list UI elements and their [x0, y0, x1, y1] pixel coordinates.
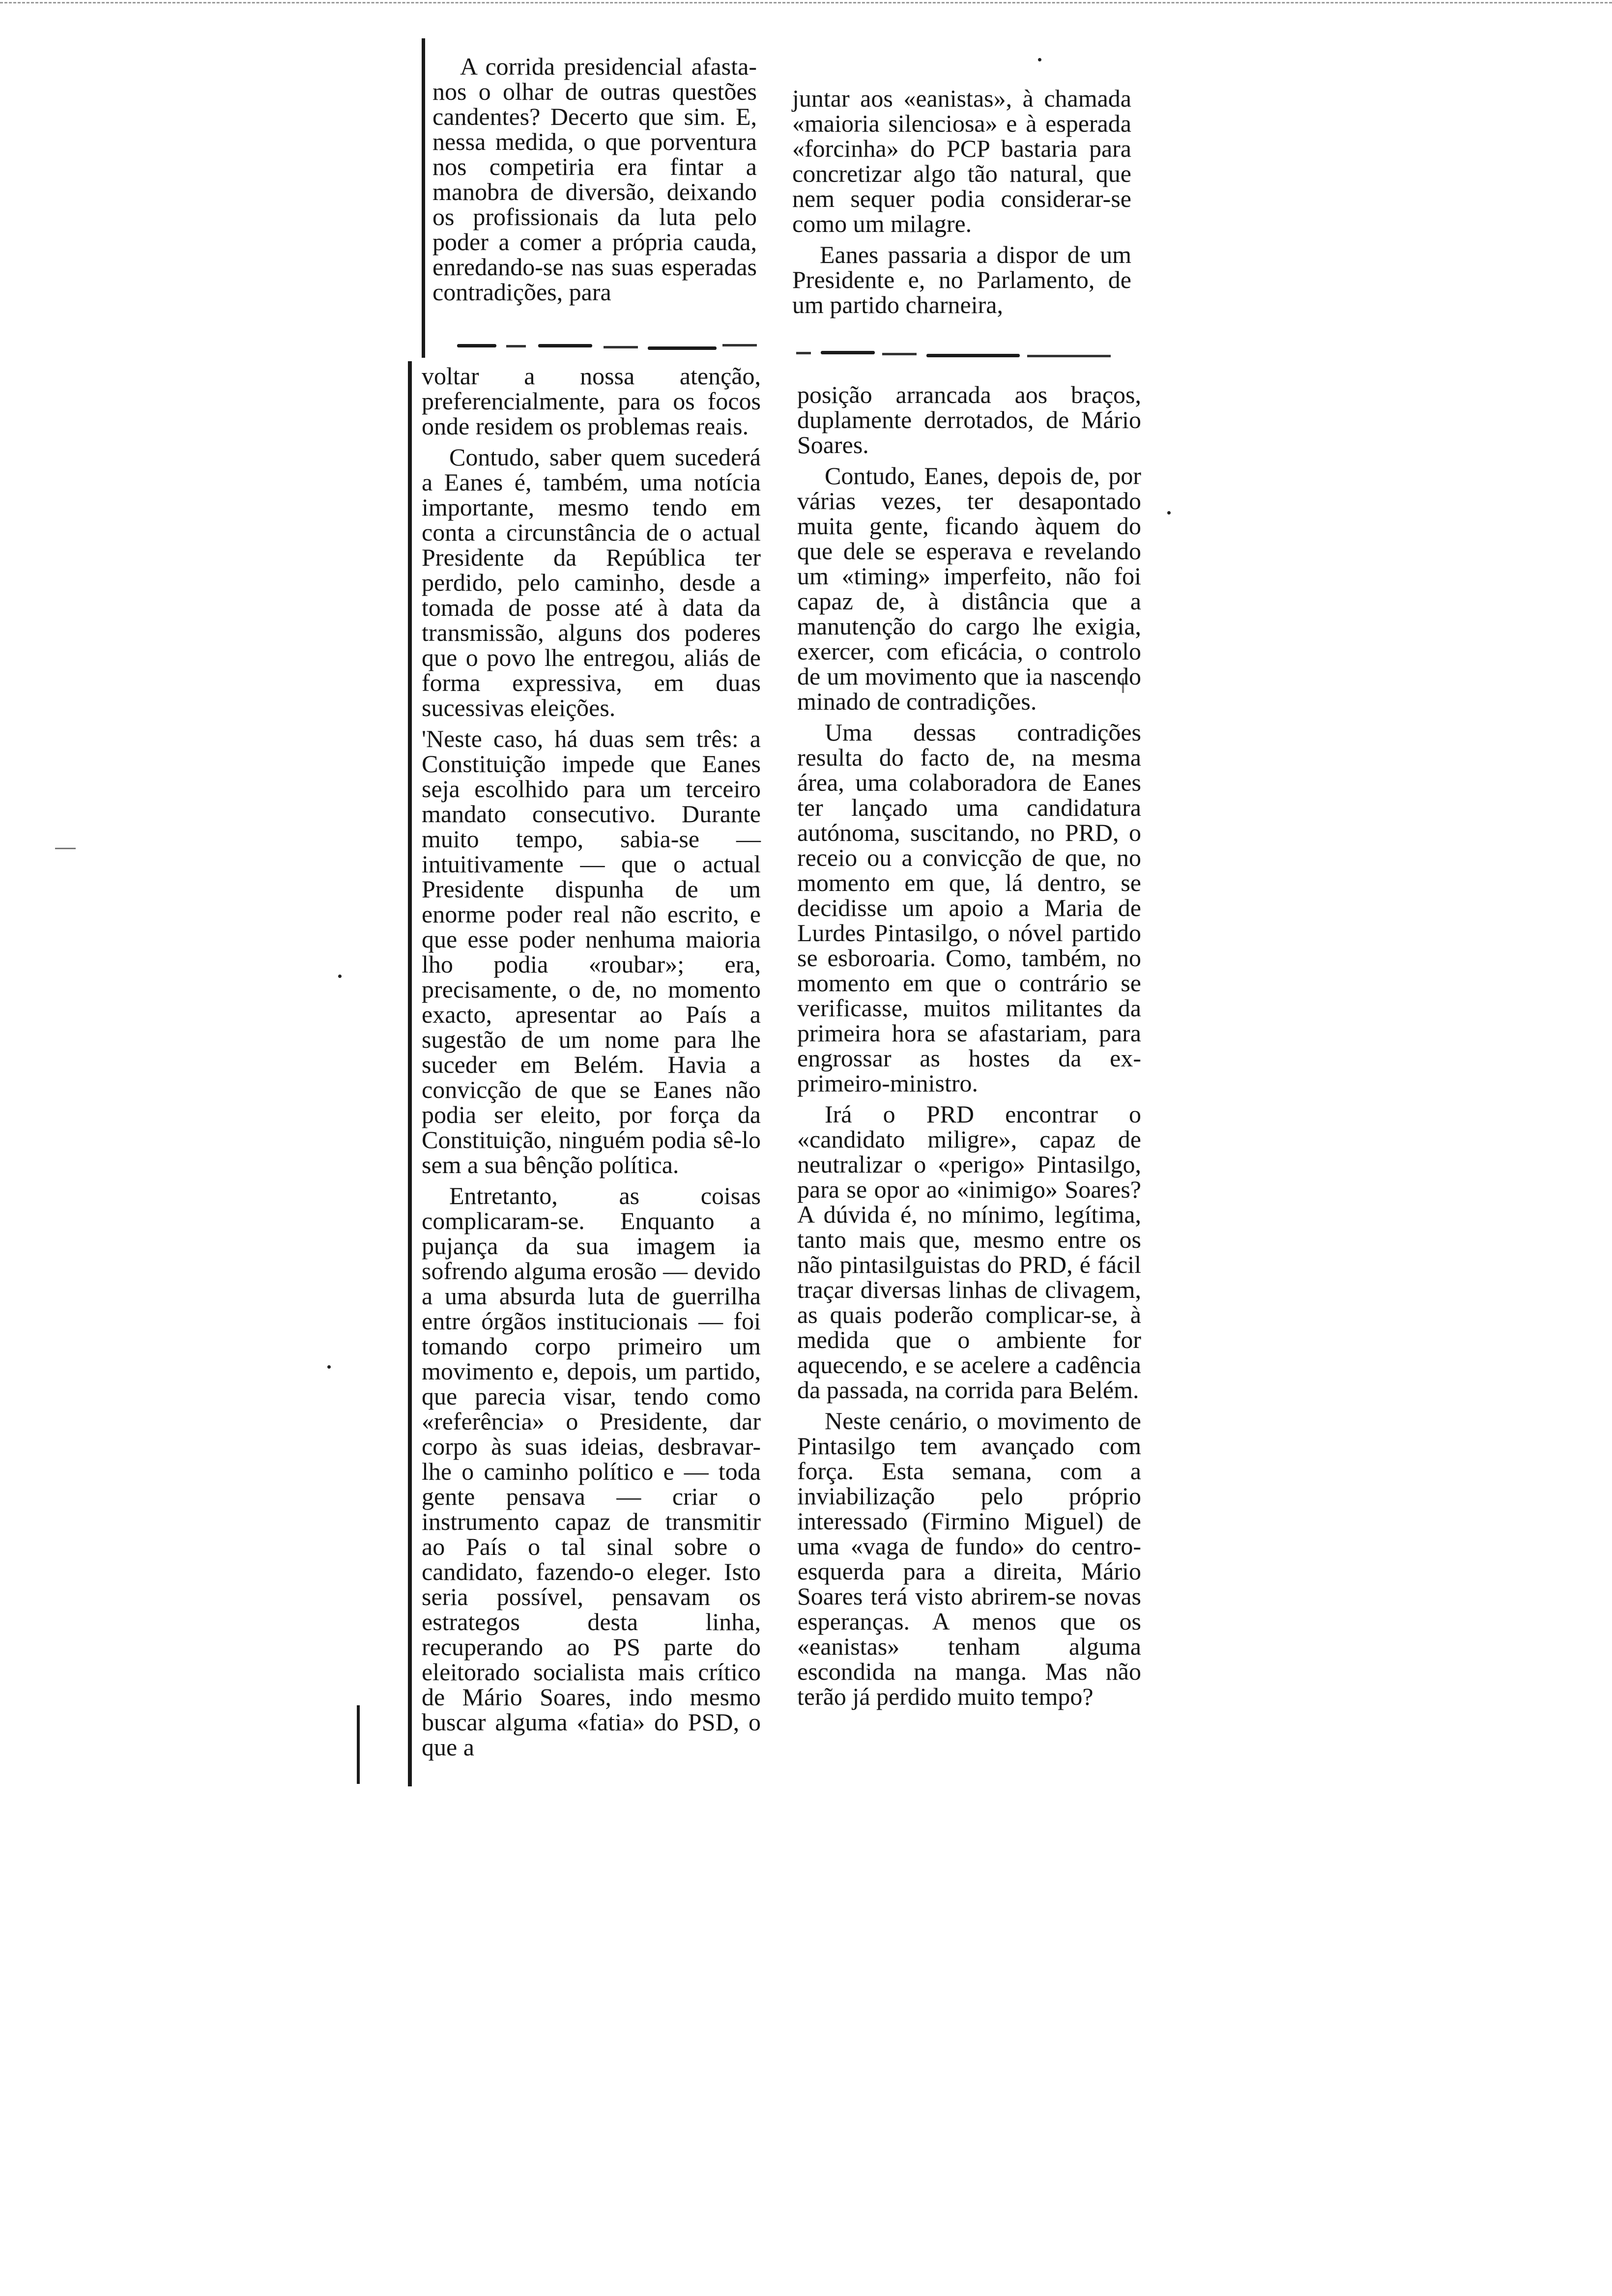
- speck-4: [327, 1365, 331, 1369]
- separator-left-a: [457, 344, 496, 347]
- left-margin-rule-bottom: [408, 361, 412, 1786]
- left-margin-rule-top: [422, 38, 425, 358]
- separator-right-e: [1027, 355, 1111, 357]
- speck-1: [1038, 58, 1041, 61]
- margin-tick: [55, 848, 76, 849]
- article-block-top-left: [432, 54, 757, 311]
- speck-3: [338, 975, 342, 978]
- paragraph: voltar a nossa atenção, preferencialmente, para os focos onde residem os problemas reais.: [422, 362, 761, 440]
- separator-left-b: [506, 345, 526, 347]
- separator-left-f: [722, 344, 757, 346]
- paragraph: Contudo, Eanes, depois de, por várias vezes, ter desapontado muita gente, ficando àquem do que dele se esperava e revelando um «timing» imperfeito, não foi capaz de, à distância que a manutenção do cargo lhe exigia, exercer, com eficácia, o controlo de um movimento que ia nascendo minado de contradições.: [797, 462, 1141, 715]
- separator-left-c: [538, 344, 592, 347]
- paragraph: Irá o PRD encontrar o «candidato miligre», capaz de neutralizar o «perigo» Pintasilgo, para se opor ao «inimigo» Soares? A dúvida é, no mínimo, legítima, tanto mais que, mesmo entre os não pintasilguistas do PRD, é fácil traçar diversas linhas de clivagem, as quais poderão complicar-se, à medida que o ambiente for aquecendo, e se acelere a cadência da passada, na corrida para Belém.: [797, 1100, 1141, 1404]
- left-margin-rule-foot: [357, 1705, 360, 1784]
- paragraph: Eanes passaria a dispor de um Presidente e, no Parlamento, de um partido charneira,: [792, 241, 1131, 318]
- article-block-top-right: [792, 86, 1131, 323]
- paragraph: Entretanto, as coisas complicaram-se. Enquanto a pujança da sua imagem ia sofrendo alguma erosão — devido a uma absurda luta de guerrilha entre órgãos institucionais — foi tomando corpo primeiro um movimento e, depois, um partido, que parecia visar, tendo como «referência» o Presidente, dar corpo às suas ideias, desbravar-lhe o caminho político e — toda gente pensava — criar o instrumento capaz de transmitir ao País o tal sinal sobre o candidato, fazendo-o eleger. Isto seria possível, pensavam os estrategos desta linha, recuperando ao PS parte do eleitorado socialista mais crítico de Mário Soares, indo mesmo buscar alguma «fatia» do PSD, o que a: [422, 1182, 761, 1761]
- paragraph: Uma dessas contradições resulta do facto de, na mesma área, uma colaboradora de Eanes ter lançado uma candidatura autónoma, suscitando, no PRD, o receio ou a convicção de que, no momento em que, lá dentro, se decidisse um apoio a Maria de Lurdes Pintasilgo, o nóvel partido se esboroaria. Como, também, no momento em que o contrário se verificasse, muitos militantes da primeira hora se afastariam, para engrossar as hostes da ex-primeiro-ministro.: [797, 718, 1141, 1097]
- paragraph: Neste cenário, o movimento de Pintasilgo tem avançado com força. Esta semana, com a inviabilização pelo próprio interessado (Firmino Miguel) de uma «vaga de fundo» do centro-esquerda para a direita, Mário Soares terá visto abrirem-se novas esperanças. A menos que os «eanistas» tenham alguma escondida na manga. Mas não terão já perdido muito tempo?: [797, 1407, 1141, 1710]
- paragraph: A corrida presidencial afasta-nos o olhar de outras questões candentes? Decerto que sim. E, nessa medida, o que porventura nos competiria era fintar a manobra de diversão, deixando os profissionais da luta pelo poder a comer a própria cauda, enredando-se nas suas esperadas contradições, para: [432, 53, 757, 306]
- article-block-bottom-left: [422, 364, 761, 1766]
- article-block-bottom-right: [797, 382, 1141, 1715]
- speck-2: [1167, 511, 1171, 515]
- separator-left-e: [648, 346, 717, 350]
- separator-right-b: [821, 351, 875, 354]
- paragraph: Contudo, saber quem sucederá a Eanes é, também, uma notícia importante, mesmo tendo em conta a circunstância de o actual Presidente da República ter perdido, pelo caminho, desde a tomada de posse até à data da transmissão, alguns dos poderes que o povo lhe entregou, aliás de forma expressiva, em duas sucessivas eleições.: [422, 443, 761, 721]
- separator-right-a: [796, 352, 811, 354]
- separator-left-d: [604, 346, 638, 348]
- paragraph: 'Neste caso, há duas sem três: a Constituição impede que Eanes seja escolhido para um terceiro mandato consecutivo. Durante muito tempo, sabia-se — intuitivamente — que o actual Presidente dispunha de um enorme poder real não escrito, e que esse poder nenhuma maioria lho podia «roubar»; era, precisamente, o de, no momento exacto, apresentar ao País a sugestão de um nome para lhe suceder em Belém. Havia a convicção de que se Eanes não podia ser eleito, por força da Constituição, ninguém podia sê-lo sem a sua bênção política.: [422, 725, 761, 1178]
- scan-edge-line: [0, 2, 1612, 5]
- paragraph: posição arrancada aos braços, duplamente derrotados, de Mário Soares.: [797, 381, 1141, 459]
- separator-right-c: [882, 353, 917, 355]
- paragraph: juntar aos «eanistas», à chamada «maioria silenciosa» e à esperada «forcinha» do PCP bastaria para concretizar algo tão natural, que nem sequer podia considerar-se como um milagre.: [792, 85, 1131, 237]
- separator-right-d: [926, 354, 1020, 357]
